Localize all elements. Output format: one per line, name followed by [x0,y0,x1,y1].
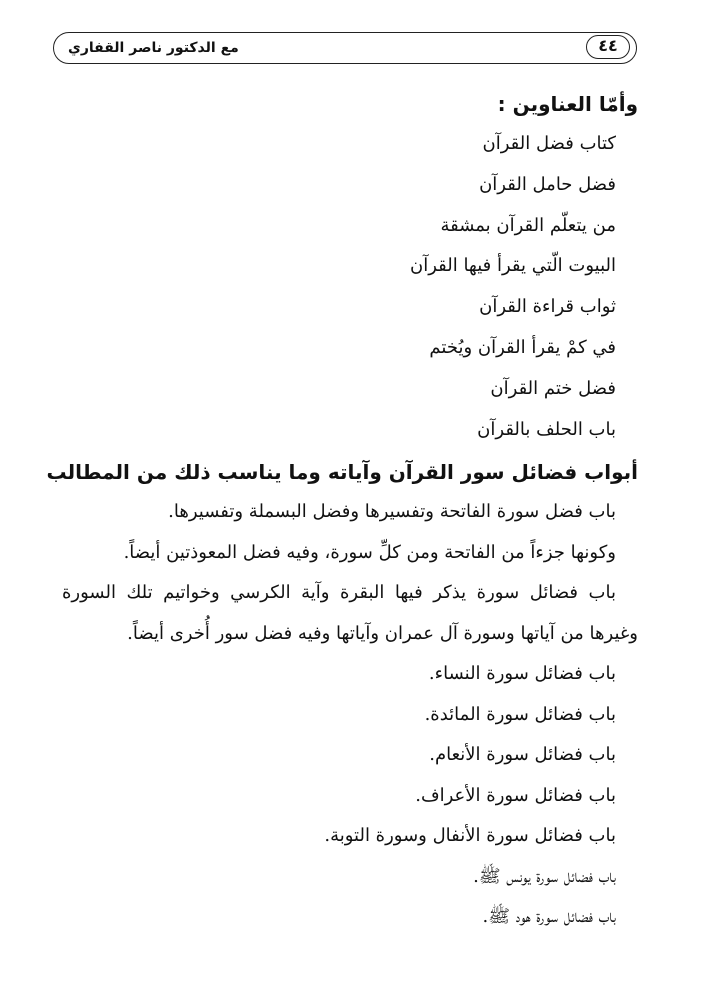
list-item: في كمْ يقرأ القرآن ويُختم [429,336,616,358]
list-item: باب فضائل سورة الأنعام. [429,744,616,766]
list-item: كتاب فضل القرآن [482,133,616,154]
list-item: فضل ختم القرآن [490,377,616,399]
list-item: باب فضائل سورة النساء. [428,663,616,685]
paragraph: باب فضل سورة الفاتحة وتفسيرها وفضل البسملة وتفسيرها. [168,501,616,523]
list-item: فضل حامل القرآن [479,173,616,195]
page-body [46,84,638,938]
chapters-list [62,654,638,938]
list-item: باب فضائل سورة الأنفال وسورة التوبة. [324,825,616,847]
list-item: باب الحلف بالقرآن [477,418,616,440]
list-item: باب فضائل سورة المائدة. [424,703,616,725]
list-item: من يتعلّم القرآن بمشقة [440,214,616,236]
list-item: باب فضائل سورة الأعراف. [415,784,616,806]
paragraph: وكونها جزءاً من الفاتحة ومن كلِّ سورة، وفيه فضل المعوذتين أيضاً. [123,541,616,563]
page-header [53,32,637,64]
list-item: باب فضائل سورة هود ﷺ. [482,906,616,928]
running-title: مع الدكتور ناصر القفاري [68,40,239,56]
list-item: البيوت الّتي يقرأ فيها القرآن [409,255,616,277]
paragraph: باب فضائل سورة يذكر فيها البقرة وآية الكرسي وخواتيم تلك السورة وغيرها من آياتها وسورة آل عمران وآياتها وفيه فضل سور أُخرى أيضاً. [62,582,638,644]
section-heading-titles: وأمّا العناوين : [497,92,638,116]
titles-list [62,124,638,450]
section-heading-chapters: أبواب فضائل سور القرآن وآياته وما يناسب ذلك من المطالب [46,460,638,485]
page-number: ٤٤ [586,35,630,59]
list-item: باب فضائل سورة يونس ﷺ. [473,865,616,887]
list-item: ثواب قراءة القرآن [479,296,616,318]
